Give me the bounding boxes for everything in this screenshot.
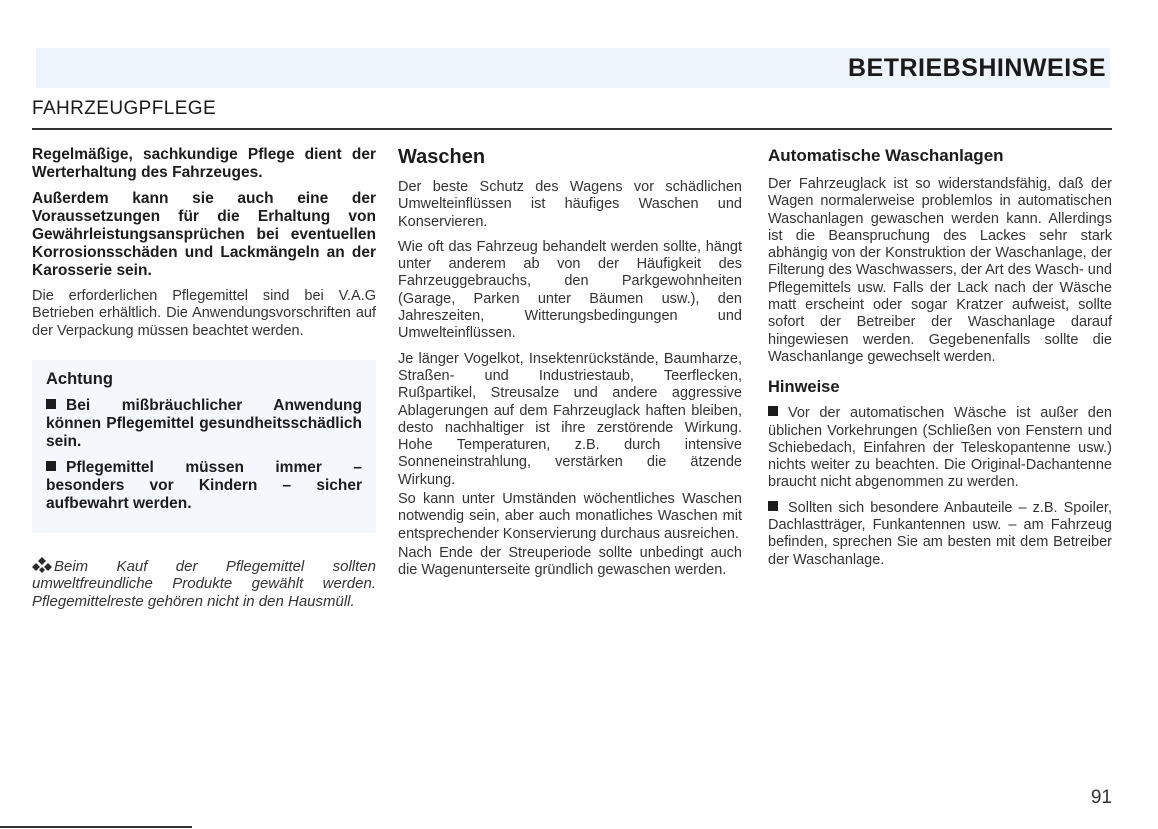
environment-note: Beim Kauf der Pflegemittel sollten umweltfreundliche Produkte gewählt werden. Pflegemittelreste gehören nicht in den Hausmüll.	[32, 557, 376, 610]
car-wash-paragraph: Der Fahrzeuglack ist so widerstandsfähig, daß der Wagen normalerweise problemlos in automatischen Waschanlagen gewaschen werden kann. Allerdings ist die Beanspruchung des Lackes sehr stark abhängig von der Konstruktion der Waschanlage, der Filterung des Waschwassers, der Art des Wasch- und Pflegemittels usw. Falls der Lack nach der Wäsche matt erscheint oder sogar Kratzer aufweist, sollte sofort der Betreiber der Waschanlage darauf hingewiesen werden. Gegebenenfalls sollte die Waschanlange gewechselt werden.	[768, 176, 1112, 365]
bullet-icon	[768, 406, 778, 416]
hint-item: Vor der automatischen Wäsche ist außer den üblichen Vorkehrungen (Schließen von Fenstern und Schiebedach, Einfahren der Teleskopantenne usw.) nichts weiter zu beachten. Die Original-Dachantenne braucht nicht abgenommen zu werden.	[768, 405, 1112, 491]
header-rule	[32, 128, 1112, 130]
page-number: 91	[1090, 787, 1112, 808]
column-washing	[398, 146, 742, 588]
environment-icon	[32, 557, 52, 575]
bullet-icon	[46, 461, 56, 471]
chapter-title: FAHRZEUGPFLEGE	[32, 98, 217, 119]
bullet-icon	[768, 501, 778, 511]
column-car-wash	[768, 146, 1112, 577]
footer-rule	[0, 826, 192, 828]
washing-paragraph: Wie oft das Fahrzeug behandelt werden sollte, hängt unter anderem ab von der Häufigkeit des Fahrzeuggebrauchs, den Parkgewohnheiten (Garage, Parken unter Bäumen usw.), den Jahreszeiten, Witterungsbedingungen und Umwelteinflüssen.	[398, 238, 742, 342]
section-title: BETRIEBSHINWEISE	[847, 54, 1106, 82]
washing-title: Waschen	[398, 146, 486, 168]
washing-paragraph: So kann unter Umständen wöchentliches Waschen notwendig sein, aber auch monatliches Waschen mit entsprechender Konservierung durchaus ausreichen.	[398, 491, 742, 542]
intro-lead-2: Außerdem kann sie auch eine der Voraussetzungen für die Erhaltung von Gewährleistungsansprüchen bei eventuellen Korrosionsschäden und Lackmängeln an der Karosserie sein.	[32, 190, 376, 279]
intro-paragraph: Die erforderlichen Pflegemittel sind bei V.A.G Betrieben erhältlich. Die Anwendungsvorschriften auf der Verpackung müssen beachtet werden.	[32, 288, 376, 339]
warning-title: Achtung	[46, 369, 113, 388]
bullet-icon	[46, 399, 56, 409]
washing-paragraph: Der beste Schutz des Wagens vor schädlichen Umwelteinflüssen ist häufiges Waschen und Konservieren.	[398, 179, 742, 230]
hint-item: Sollten sich besondere Anbauteile – z.B. Spoiler, Dachlastträger, Funkantennen usw. – am Fahrzeug befinden, sprechen Sie am besten mit dem Betreiber der Waschanlage.	[768, 499, 1112, 568]
warning-item: Bei mißbräuchlicher Anwendung können Pflegemittel gesundheitsschädlich sein.	[46, 396, 362, 450]
hints-title: Hinweise	[768, 378, 840, 397]
intro-lead-1: Regelmäßige, sachkundige Pflege dient der Werterhaltung des Fahrzeuges.	[32, 146, 376, 181]
car-wash-title: Automatische Waschanlagen	[768, 146, 1004, 165]
warning-item: Pflegemittel müssen immer – besonders vor Kindern – sicher aufbewahrt werden.	[46, 458, 362, 512]
washing-paragraph: Je länger Vogelkot, Insektenrückstände, Baumharze, Straßen- und Industriestaub, Teerflecken, Rußpartikel, Streusalze und andere aggressive Ablagerungen auf dem Fahrzeuglack haften bleiben, desto nachhaltiger ist ihre zerstörende Wirkung. Hohe Temperaturen, z.B. durch intensive Sonneneinstrahlung, verstärken die ätzende Wirkung.	[398, 350, 742, 488]
warning-box	[32, 360, 376, 533]
column-intro	[32, 146, 376, 618]
washing-paragraph: Nach Ende der Streuperiode sollte unbedingt auch die Wagenunterseite gründlich gewaschen werden.	[398, 544, 742, 579]
